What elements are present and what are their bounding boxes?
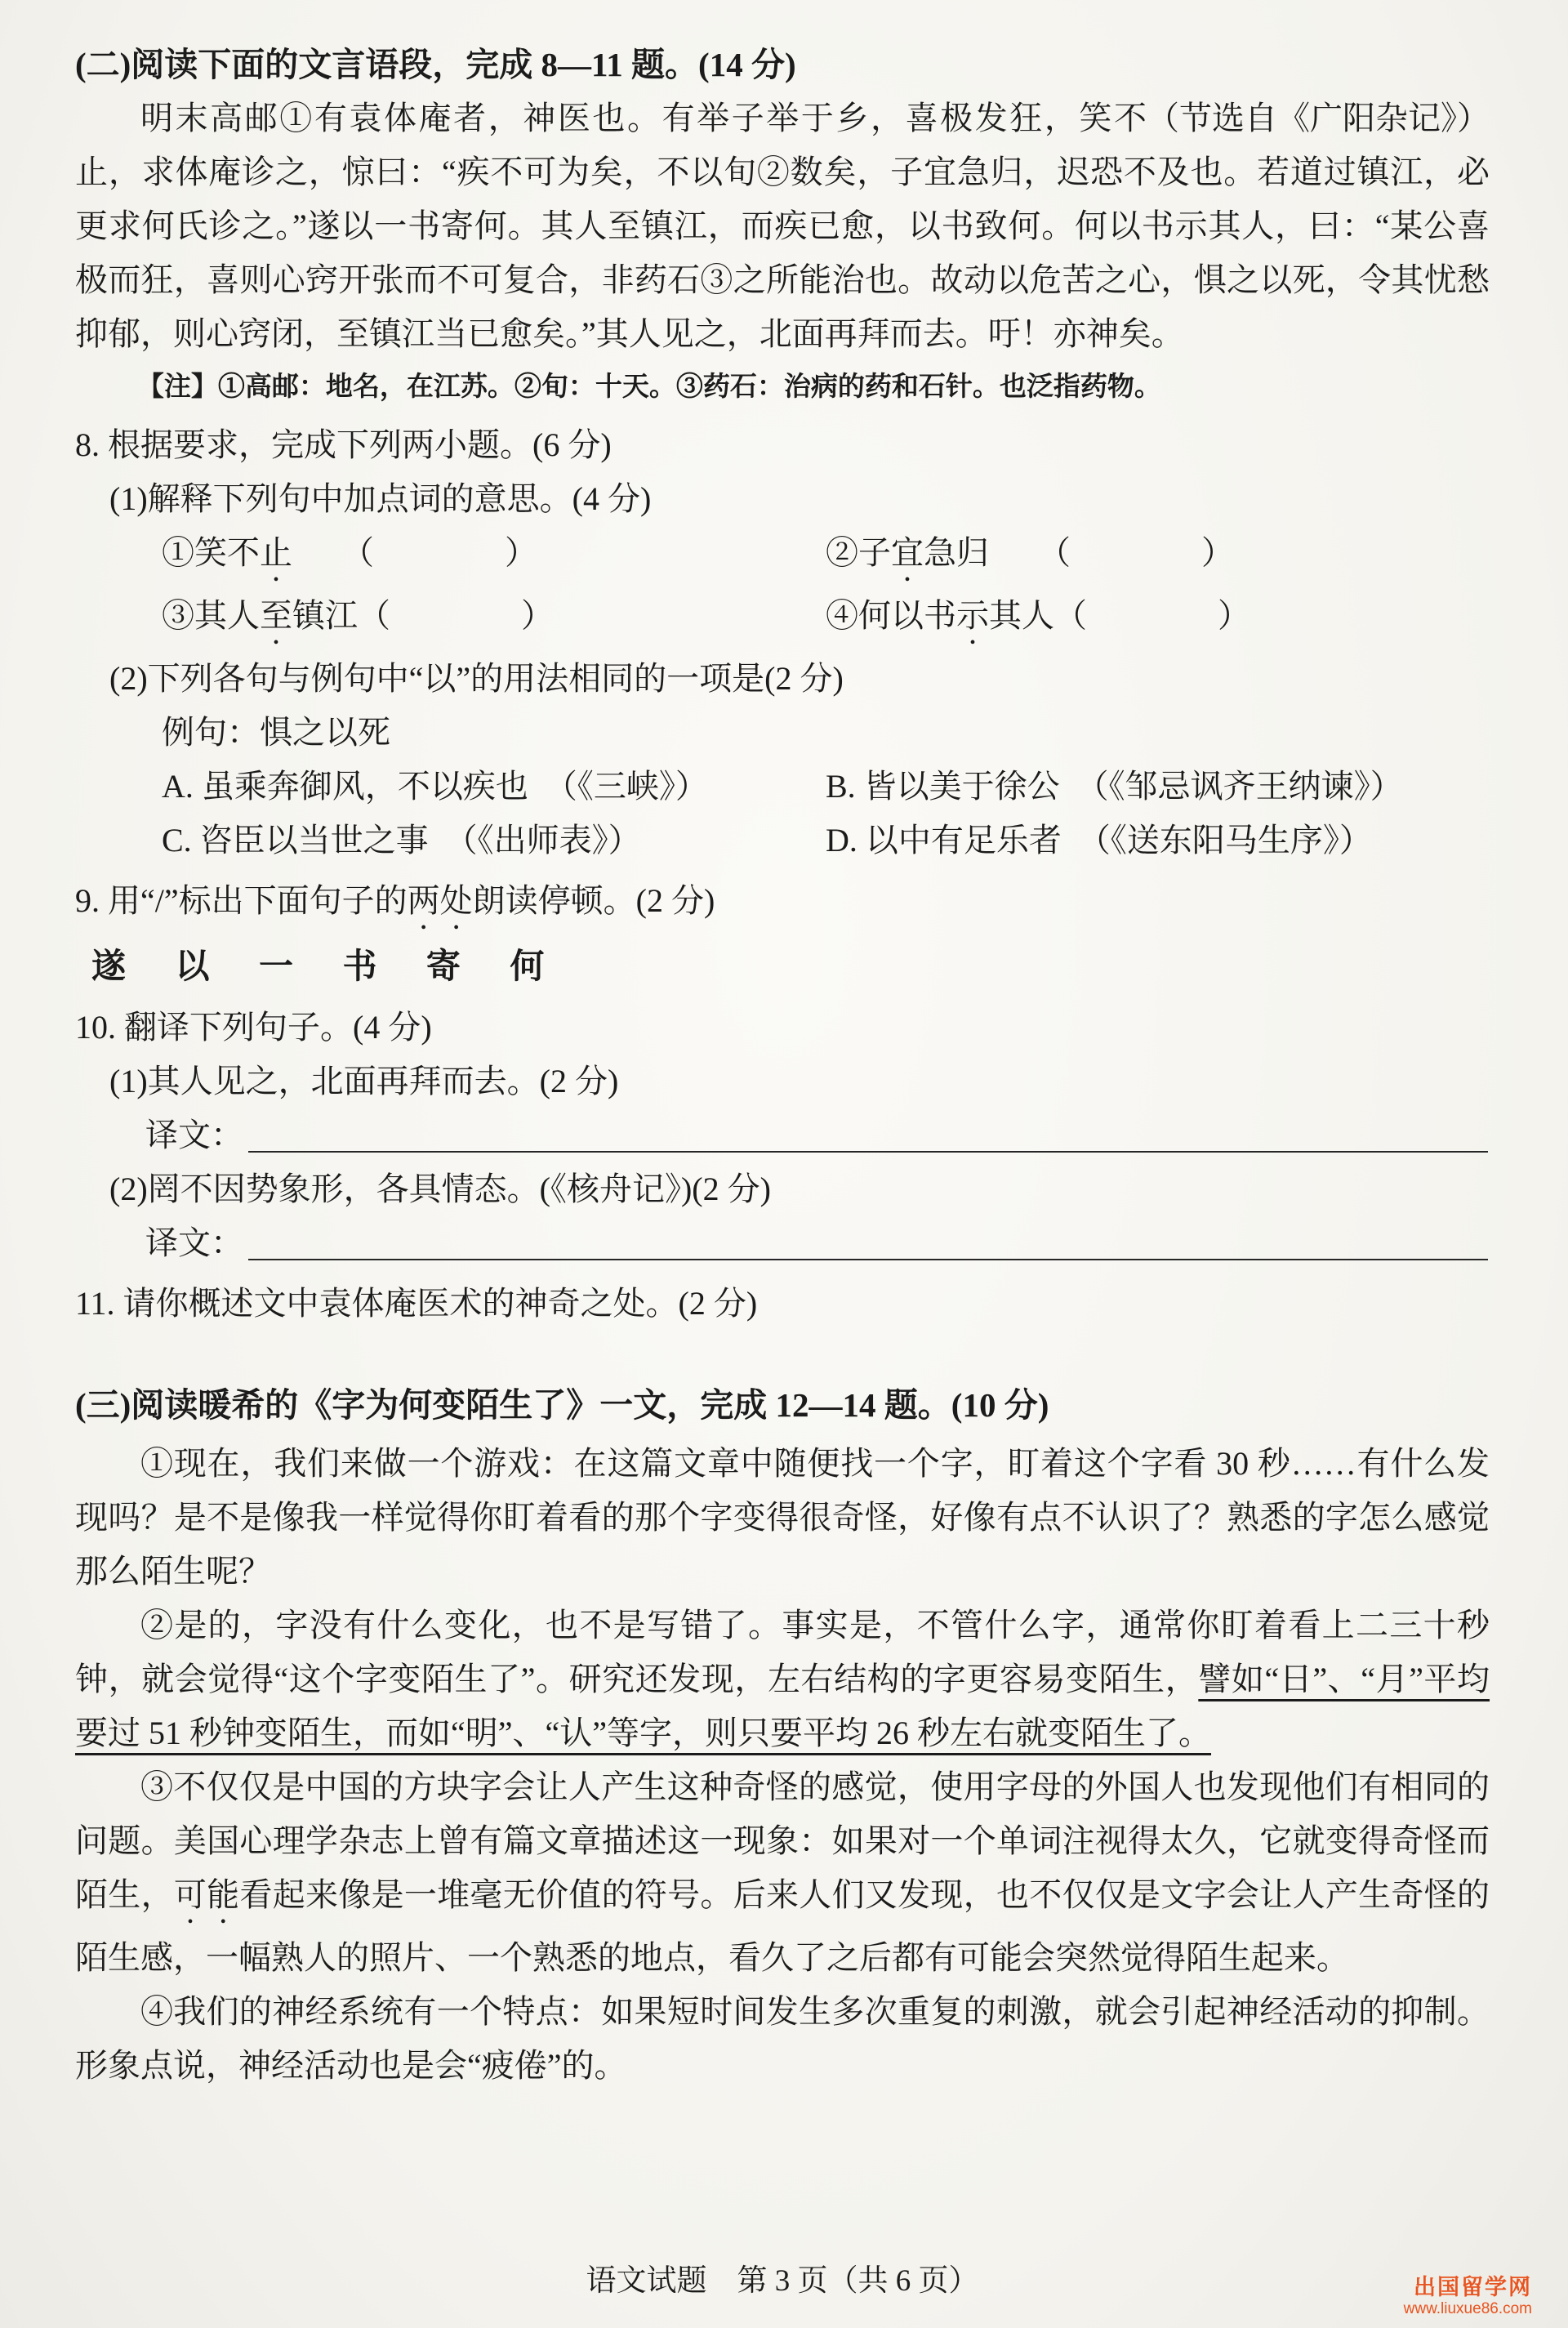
article-paragraph-2 <box>75 1599 1490 1760</box>
sentence-for-pause-marking: 遂 以 一 书 寄 何 <box>91 948 552 986</box>
item-text: 镇江 <box>292 597 358 634</box>
word-item-4 <box>826 589 1490 652</box>
question-9 <box>75 874 1490 994</box>
paragraph-text: ③不仅仅是中国的方块字会让人产生这种奇怪的感觉，使用字母的外国人也发现他们有相同的问题。美国心理学杂志上曾有篇文章描述这一现象：如果对一个单词注视得太久，它就变得奇怪而陌生， <box>75 1768 1490 1913</box>
translation-label: 译文： <box>145 1224 243 1261</box>
passage-notes: 【注】①高邮：地名，在江苏。②旬：十天。③药石：治病的药和石针。也泛指药物。 <box>136 372 1161 402</box>
item-text: ②子 <box>826 534 891 571</box>
section-3-heading: (三)阅读暖希的《字为何变陌生了》一文，完成 12—14 题。(10 分) <box>75 1386 1049 1424</box>
option-a: A. 虽乘奔御风，不以疾也 （《三峡》） <box>162 768 708 805</box>
question-10-stem: 10. 翻译下列句子。(4 分) <box>75 1009 432 1046</box>
option-d: D. 以中有足乐者 （《送东阳马生序》） <box>826 822 1372 859</box>
word-item-1 <box>162 526 826 589</box>
question-10-item-2: (2)罔不因势象形，各具情态。(《核舟记》)(2 分) <box>109 1171 771 1207</box>
paragraph-text: ②是的，字没有什么变化，也不是写错了。事实是，不管什么字，通常你盯着看上二三十秒钟，就会觉得“这个字变陌生了”。研究还发现，左右结构的字更容易变陌生， <box>75 1607 1490 1697</box>
dotted-char: 示 <box>956 597 989 634</box>
section-modern-reading <box>75 1378 1490 2093</box>
item-text: ④何以书 <box>826 597 956 634</box>
underlined-sentence: 譬如“日”、“月”平均要过 51 秒钟变陌生，而如“明”、“认”等字，则只要平均 26 秒左右就变陌生了。 <box>75 1661 1490 1751</box>
dotted-word: 两处 <box>407 882 473 919</box>
watermark-url: www.liuxue86.com <box>1403 2300 1532 2318</box>
dotted-char: 至 <box>260 597 292 634</box>
dotted-word: 可能 <box>173 1876 240 1913</box>
question-11: 11. 请你概述文中袁体庵医术的神奇之处。(2 分) <box>75 1285 758 1322</box>
question-8-2-stem: (2)下列各句与例句中“以”的用法相同的一项是(2 分) <box>109 660 844 697</box>
stem-text: 9. 用“/”标出下面句子的 <box>75 882 408 919</box>
item-text: ③其人 <box>162 597 260 634</box>
answer-underline <box>248 1112 1488 1153</box>
section-classical-reading <box>75 38 1490 1331</box>
question-8-1-items <box>75 526 1490 652</box>
article-paragraph-1: ①现在，我们来做一个游戏：在这篇文章中随便找一个字，盯着这个字看 30 秒……有什么发现吗？是不是像我一样觉得你盯着看的那个字变得很奇怪，好像有点不认识了？熟悉的字怎么感觉那么陌生呢？ <box>75 1445 1490 1590</box>
item-text: 其人 <box>989 597 1054 634</box>
passage-source: （节选自《广阳杂记》） <box>1147 100 1490 136</box>
page-footer: 语文试题 第 3 页（共 6 页） <box>586 2264 979 2298</box>
dotted-char: 止 <box>260 534 292 571</box>
translation-label: 译文： <box>145 1117 243 1153</box>
answer-blank: （ ） <box>989 534 1234 571</box>
section-2-heading: (二)阅读下面的文言语段，完成 8—11 题。(14 分) <box>75 46 796 83</box>
watermark <box>1404 2275 1532 2318</box>
question-8-stem: 8. 根据要求，完成下列两小题。(6 分) <box>75 426 612 463</box>
answer-blank: （ ） <box>292 534 537 571</box>
question-8-2-options <box>75 760 1490 867</box>
classical-passage <box>75 91 1490 361</box>
example-sentence: 例句：惧之以死 <box>162 714 390 751</box>
answer-blank: （ ） <box>1054 597 1250 634</box>
question-9-stem <box>75 874 1490 937</box>
item-text: ①笑不 <box>162 534 260 571</box>
dotted-char: 宜 <box>891 534 924 571</box>
word-item-2 <box>826 526 1490 589</box>
article-paragraph-4: ④我们的神经系统有一个特点：如果短时间发生多次重复的刺激，就会引起神经活动的抑制。形象点说，神经活动也是会“疲倦”的。 <box>75 1993 1490 2084</box>
paragraph-text: 看起来像是一堆毫无价值的符号。后来人们又发现，也不仅仅是文字会让人产生奇怪的陌生感，一幅熟人的照片、一个熟悉的地点，看久了之后都有可能会突然觉得陌生起来。 <box>75 1876 1490 1976</box>
word-item-3 <box>162 589 826 652</box>
question-10 <box>75 1001 1490 1270</box>
question-10-item-1: (1)其人见之，北面再拜而去。(2 分) <box>109 1063 619 1099</box>
question-8-1-stem: (1)解释下列句中加点词的意思。(4 分) <box>109 480 652 517</box>
answer-blank: （ ） <box>358 597 554 634</box>
passage-text: 明末高邮①有袁体庵者，神医也。有举子举于乡，喜极发狂，笑不止，求体庵诊之，惊曰：“疾不可为矣，不以旬②数矣，子宜急归，迟恐不及也。若道过镇江，必更求何氏诊之。”遂以一书寄何。其人至镇江，而疾已愈，以书致何。何以书示其人，曰：“某公喜极而狂，喜则心窍开张而不可复合，非药石③之所能治也。故动以危苦之心，惧之以死，令其忧愁抑郁，则心窍闭，至镇江当已愈矣。”其人见之，北面再拜而去。吁！亦神矣。 <box>75 100 1490 352</box>
article-paragraph-3 <box>75 1760 1490 1985</box>
item-text: 急归 <box>924 534 989 571</box>
option-b: B. 皆以美于徐公 （《邹忌讽齐王纳谏》） <box>826 768 1403 805</box>
stem-text: 朗读停顿。(2 分) <box>472 882 715 919</box>
option-c: C. 咨臣以当世之事 （《出师表》） <box>162 822 641 859</box>
translation-line-1 <box>75 1108 1490 1162</box>
question-8 <box>75 418 1490 867</box>
answer-underline <box>248 1220 1488 1260</box>
translation-line-2 <box>75 1216 1490 1270</box>
watermark-site-name: 出国留学网 <box>1414 2275 1532 2300</box>
